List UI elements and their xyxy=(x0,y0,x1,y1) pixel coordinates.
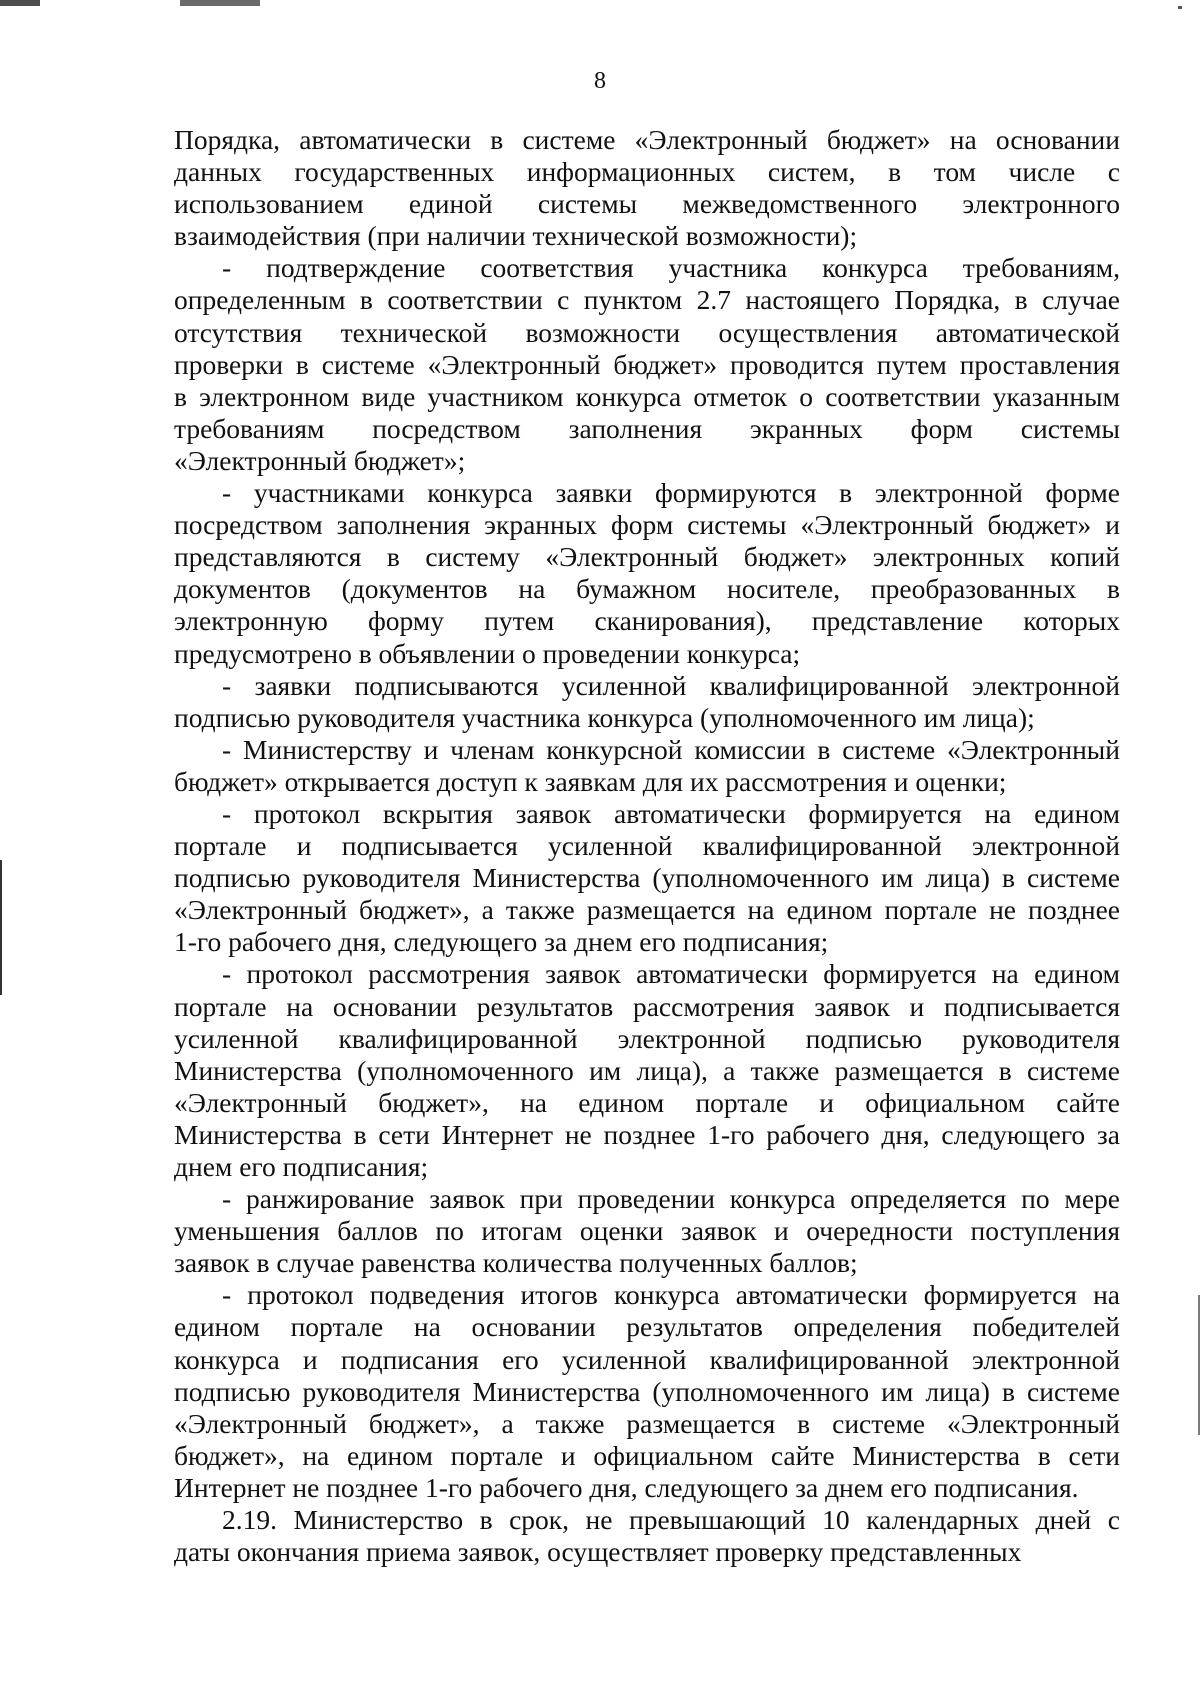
paragraph xyxy=(174,734,1120,798)
paragraph xyxy=(174,252,1120,477)
text-line: «Электронный бюджет», а также размещается на едином портале не позднее xyxy=(174,894,1120,926)
text-line: предусмотрено в объявлении о проведении конкурса; xyxy=(174,637,801,669)
text-line: бюджет», на едином портале и официальном сайте Министерства в сети xyxy=(174,1439,1120,1471)
paragraph xyxy=(174,798,1120,958)
paragraph xyxy=(174,958,1120,1183)
text-line: «Электронный бюджет»; xyxy=(174,444,466,476)
text-line: подписью руководителя Министерства (уполномоченного им лица) в системе xyxy=(174,862,1120,894)
paragraph xyxy=(174,124,1120,252)
paragraph xyxy=(174,1183,1120,1279)
scan-artifact-left-edge xyxy=(0,860,2,995)
text-line: электронную форму путем сканирования), представление которых xyxy=(174,605,1120,637)
text-line: - протокол подведения итогов конкурса автоматически формируется на xyxy=(222,1279,1120,1311)
page-number: 8 xyxy=(594,68,606,94)
text-line: «Электронный бюджет», на едином портале и официальном сайте xyxy=(174,1086,1120,1118)
paragraph xyxy=(174,1279,1120,1504)
scan-artifact-top-right xyxy=(1178,6,1182,9)
text-line: уменьшения баллов по итогам оценки заявок и очередности поступления xyxy=(174,1215,1120,1247)
paragraph xyxy=(174,477,1120,670)
text-line: «Электронный бюджет», а также размещается в системе «Электронный xyxy=(174,1407,1120,1439)
text-line: 1-го рабочего дня, следующего за днем его подписания; xyxy=(174,926,829,958)
text-line: требованиям посредством заполнения экранных форм системы xyxy=(174,412,1120,444)
text-line: - подтверждение соответствия участника конкурса требованиям, xyxy=(222,252,1120,284)
text-line: портале на основании результатов рассмотрения заявок и подписывается xyxy=(174,990,1120,1022)
text-line: проверки в системе «Электронный бюджет» проводится путем проставления xyxy=(174,348,1120,380)
text-line: документов (документов на бумажном носителе, преобразованных в xyxy=(174,573,1120,605)
text-line: усиленной квалифицированной электронной подписью руководителя xyxy=(174,1022,1120,1054)
text-line: - ранжирование заявок при проведении конкурса определяется по мере xyxy=(222,1183,1120,1215)
text-line: конкурса и подписания его усиленной квалифицированной электронной xyxy=(174,1343,1120,1375)
document-body xyxy=(174,124,1120,1568)
text-line: - протокол рассмотрения заявок автоматически формируется на едином xyxy=(222,958,1120,990)
text-line: подписью руководителя Министерства (уполномоченного им лица) в системе xyxy=(174,1375,1120,1407)
text-line: отсутствия технической возможности осуществления автоматической xyxy=(174,316,1120,348)
text-line: - участниками конкурса заявки формируются в электронной форме xyxy=(222,477,1120,509)
text-line: Порядка, автоматически в системе «Электронный бюджет» на основании xyxy=(174,124,1120,155)
text-line: днем его подписания; xyxy=(174,1151,429,1182)
text-line: Министерства в сети Интернет не позднее 1-го рабочего дня, следующего за xyxy=(174,1118,1120,1150)
text-line: - заявки подписываются усиленной квалифицированной электронной xyxy=(222,669,1120,701)
text-line: данных государственных информационных систем, в том числе с xyxy=(174,156,1120,188)
text-line: заявок в случае равенства количества полученных баллов; xyxy=(174,1247,858,1279)
paragraph xyxy=(174,670,1120,734)
text-line: едином портале на основании результатов определения победителей xyxy=(174,1311,1120,1343)
text-line: - Министерству и членам конкурсной комиссии в системе «Электронный xyxy=(222,733,1120,765)
text-line: определенным в соответствии с пунктом 2.7 настоящего Порядка, в случае xyxy=(174,284,1120,316)
text-line: представляются в систему «Электронный бюджет» электронных копий xyxy=(174,541,1120,573)
text-line: бюджет» открывается доступ к заявкам для их рассмотрения и оценки; xyxy=(174,765,1007,797)
text-line: подписью руководителя участника конкурса (уполномоченного им лица); xyxy=(174,701,1035,733)
text-line: - протокол вскрытия заявок автоматически формируется на едином xyxy=(222,797,1120,829)
text-line: даты окончания приема заявок, осуществляет проверку представленных xyxy=(174,1536,1022,1568)
text-line: посредством заполнения экранных форм системы «Электронный бюджет» и xyxy=(174,509,1120,541)
text-line: Министерства (уполномоченного им лица), а также размещается в системе xyxy=(174,1054,1120,1086)
text-line: 2.19. Министерство в срок, не превышающий 10 календарных дней с xyxy=(222,1504,1120,1536)
text-line: Интернет не позднее 1-го рабочего дня, следующего за днем его подписания. xyxy=(174,1471,1079,1503)
text-line: в электронном виде участником конкурса отметок о соответствии указанным xyxy=(174,380,1120,412)
scan-artifact-top xyxy=(0,0,300,6)
text-line: взаимодействия (при наличии технической возможности); xyxy=(174,220,858,252)
paragraph xyxy=(174,1504,1120,1568)
text-line: портале и подписывается усиленной квалифицированной электронной xyxy=(174,830,1120,862)
text-line: использованием единой системы межведомственного электронного xyxy=(174,188,1120,220)
